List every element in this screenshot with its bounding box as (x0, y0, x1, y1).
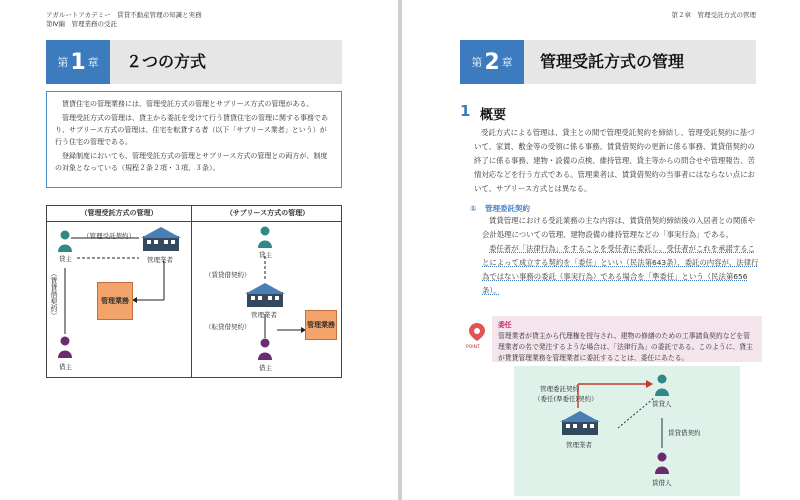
subsection-heading (470, 203, 530, 214)
running-head-line: アガルートアカデミー 賃貸不動産管理の知識と実務 (46, 11, 202, 19)
management-contract-label: 管理委託契約 (540, 385, 579, 393)
section-number: 1 (460, 102, 471, 120)
sublease-company-building-icon (245, 282, 285, 308)
lessee-label: 賃借人 (652, 479, 672, 487)
management-company-label: 管理業者 (147, 256, 173, 264)
running-head (46, 11, 202, 29)
lease-contract-label: （賃貸借契約） (205, 271, 251, 279)
summary-box (46, 91, 342, 188)
chapter-number: 2 (484, 49, 500, 75)
subsection-title: 管理委託契約 (484, 204, 530, 213)
mandate-contract-label: （委任(準委任)契約） (534, 395, 598, 403)
lessor-label: 賃貸人 (652, 400, 672, 408)
management-contract-diagram (514, 366, 740, 496)
subsection-body (482, 214, 760, 298)
point-marker-icon (468, 322, 486, 344)
management-company-building-icon (141, 226, 181, 252)
lessee-label: 借主 (59, 363, 72, 371)
lessor-label: 貸主 (259, 251, 272, 259)
right-page (402, 0, 800, 500)
structure-diagram (46, 205, 342, 378)
chapter-title: 管理受託方式の管理 (540, 52, 685, 71)
lessee-person-icon (654, 452, 670, 474)
subsection-paragraph: 賃貸管理における受託業務の主な内容は、賃貸借契約締結後の入居者との関係や会計処理についての管理、建物設備の維持管理などの「事実行為」である。 (482, 216, 756, 239)
lessor-label: 貸主 (59, 255, 72, 263)
chapter-suffix: 章 (87, 56, 99, 69)
management-company-label: 管理業者 (566, 441, 592, 449)
management-work-box: 管理業務 (305, 310, 337, 340)
lease-contract-label: 賃貸借契約 (668, 429, 701, 437)
management-work-box: 管理業務 (97, 282, 133, 320)
chapter-number: 1 (70, 49, 86, 75)
running-head: 第２章 管理受託方式の管理 (671, 11, 756, 19)
section-title: 概要 (480, 108, 507, 123)
lessee-person-icon (257, 338, 273, 360)
diagram-heading-right: （サブリース方式の管理） (225, 209, 310, 217)
point-text: 管理業者が貸主から代理権を授与され、建物の修繕のための工事請負契約などを管理業者の名で発注するような場合は、「法律行為」の委託である。このように、貸主が賃貸管理業務を管理業者に委託することは、委任にあたる。 (498, 332, 753, 362)
chapter-number-box (46, 40, 110, 84)
subsection-number: ① (470, 204, 477, 213)
sublease-company-label: 管理業者 (251, 311, 277, 319)
lease-contract-vertical-label: （賃貸借契約） (50, 270, 58, 319)
diagram-heading-left: （管理受託方式の管理） (80, 209, 158, 217)
intro-text: 受託方式による管理は、貸主との間で管理受託契約を締結し、管理受託契約に基づいて、家賃、敷金等の受領に係る事務、賃貸借契約の更新に係る事務、賃貸借契約の終了に係る事務、建物・設備の点検、維持管理、貸主等からの問合せや管理報告、苦情対応などを行う方式である。管理業者は、賃貸借契約の当事者にはならない点において、サブリース方式とは異なる。 (474, 128, 755, 193)
chapter-prefix: 第 (57, 56, 69, 69)
lessee-person-icon (57, 336, 73, 358)
chapter-title: ２つの方式 (126, 52, 207, 71)
chapter-prefix: 第 (471, 56, 483, 69)
lessor-person-icon (257, 226, 273, 248)
chapter-number-box (460, 40, 524, 84)
sublease-contract-label: （転貸借契約） (205, 323, 251, 331)
intro-paragraph (474, 126, 760, 196)
summary-paragraph: 管理受託方式の管理は、貸主から委託を受けて行う賃貸住宅の管理に関する事務であり、サブリース方式の管理は、住宅を転貸する者（以下「サブリース業者」という）が行う住宅の管理である。 (55, 114, 328, 146)
summary-paragraph: 登録制度においても、管理受託方式の管理とサブリース方式の管理との両方が、制度の対象となっている（規程２条２項・３項、３条）。 (55, 152, 328, 172)
left-page (0, 0, 398, 500)
point-label: POINT (466, 345, 480, 350)
management-contract-label: （管理受託契約） (83, 232, 135, 240)
running-head-line: 第Ⅳ編 管理業務の受託 (46, 20, 117, 28)
point-title: 委任 (498, 321, 512, 329)
subsection-paragraph-underlined: 委任者が「法律行為」をすることを受任者に委託し、受任者がこれを承諾することによって成立する契約を「委任」といい（民法第643条）、委託の内容が、法律行為ではない事務の委託（事実行為）である場合を「準委任」という（民法第656条）。 (482, 244, 759, 295)
lessee-label: 借主 (259, 364, 272, 372)
point-box (492, 316, 762, 362)
summary-paragraph: 賃貸住宅の管理業務には、管理受託方式の管理とサブリース方式の管理がある。 (62, 100, 314, 108)
lessor-person-icon (57, 230, 73, 252)
chapter-suffix: 章 (501, 56, 513, 69)
management-company-building-icon (560, 410, 600, 436)
lessor-person-icon (654, 374, 670, 396)
